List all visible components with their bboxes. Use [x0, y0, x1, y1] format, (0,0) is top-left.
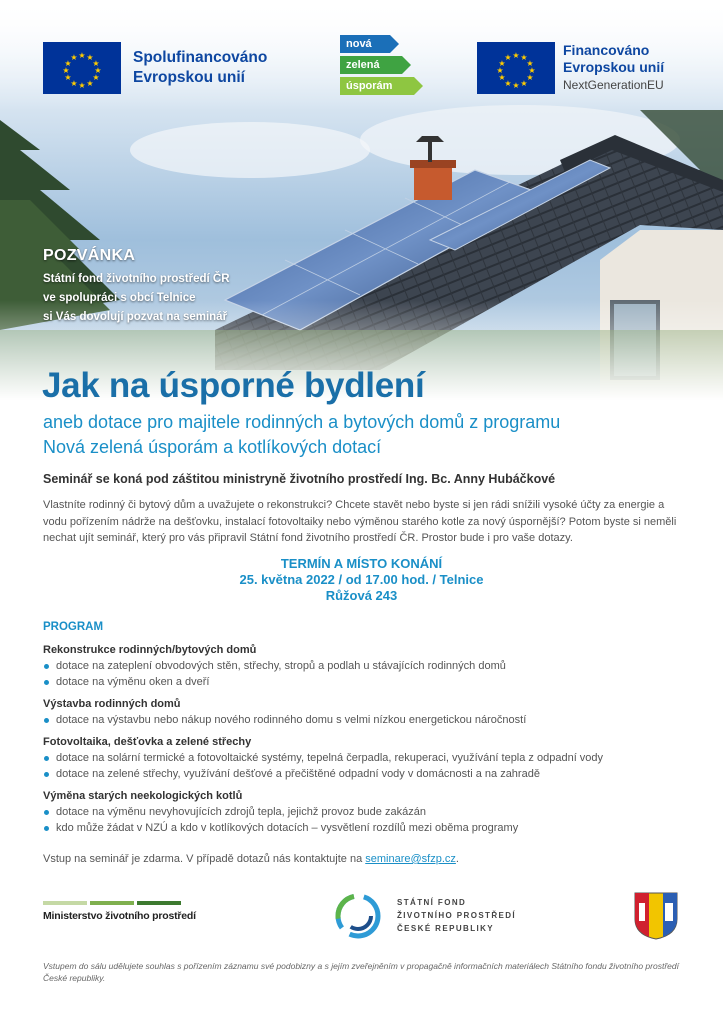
- page-title: Jak na úsporné bydlení: [42, 366, 425, 405]
- page-subtitle: [43, 410, 703, 460]
- program-list: [43, 643, 703, 843]
- contact-line: [43, 853, 459, 865]
- program-item: dotace na výstavbu nebo nákup nového rodinného domu s velmi nízkou energetickou náročností: [43, 712, 703, 728]
- event-term: [0, 556, 723, 604]
- svg-text:★: ★: [498, 59, 506, 68]
- program-section: [43, 697, 703, 728]
- ministry-logo-bars: [43, 901, 181, 905]
- svg-text:★: ★: [70, 79, 78, 88]
- svg-text:★: ★: [504, 79, 512, 88]
- sfzp-line: ŽIVOTNÍHO PROSTŘEDÍ: [397, 911, 517, 920]
- svg-text:★: ★: [520, 79, 528, 88]
- svg-text:★: ★: [62, 66, 70, 75]
- svg-text:★: ★: [504, 53, 512, 62]
- svg-text:★: ★: [64, 73, 72, 82]
- invitation-line: ve spolupráci s obcí Telnice: [43, 292, 196, 304]
- program-section: [43, 643, 703, 690]
- nzu-label-zelena: zelená: [340, 56, 402, 74]
- term-date-time-place: 25. května 2022 / od 17.00 hod. / Telnice: [239, 572, 484, 587]
- svg-text:★: ★: [78, 81, 86, 90]
- eu-funded-text: [563, 42, 664, 94]
- program-item: dotace na solární termické a fotovoltaické systémy, tepelná čerpadla, rekuperaci, využívání tepla z odpadní vody: [43, 750, 703, 766]
- eu-cofunded-line1: Spolufinancováno: [133, 49, 268, 66]
- program-section: [43, 735, 703, 782]
- eu-flag-icon: [43, 42, 121, 94]
- svg-text:★: ★: [64, 59, 72, 68]
- program-section-title: Rekonstrukce rodinných/bytových domů: [43, 644, 257, 656]
- invitation-line: Státní fond životního prostředí ČR: [43, 273, 230, 285]
- ministry-logo: [43, 901, 196, 922]
- sfzp-circle-icon: [333, 891, 383, 946]
- term-heading: TERMÍN A MÍSTO KONÁNÍ: [280, 556, 443, 571]
- svg-text:★: ★: [512, 81, 520, 90]
- svg-text:★: ★: [496, 66, 504, 75]
- svg-text:★: ★: [528, 66, 536, 75]
- program-section-title: Výstavba rodinných domů: [43, 698, 181, 710]
- svg-text:★: ★: [86, 53, 94, 62]
- invitation-heading: POZVÁNKA: [43, 247, 136, 264]
- eu-flag-icon: [477, 42, 555, 94]
- program-section: [43, 789, 703, 836]
- eu-funded-line2: Evropskou unií: [563, 59, 665, 75]
- sfzp-logo-text: [397, 896, 516, 935]
- contact-suffix: .: [455, 853, 459, 865]
- invitation-block: [43, 247, 230, 327]
- disclaimer-text: Vstupem do sálu udělujete souhlas s pořízením záznamu své podobizny a s jejím zveřejněním v propagačně informačních materiálech Státního fondu životního prostředí České republiky.: [43, 961, 679, 983]
- eu-cofunded-logo: [43, 42, 267, 94]
- program-heading: PROGRAM: [43, 621, 104, 633]
- ministry-name: Ministerstvo životního prostředí: [43, 910, 196, 922]
- program-section-title: Fotovoltaika, dešťovka a zelené střechy: [43, 736, 252, 748]
- svg-text:★: ★: [78, 51, 86, 60]
- nextgeneu-label: NextGenerationEU: [563, 78, 664, 92]
- sfzp-line: STÁTNÍ FOND: [397, 898, 467, 907]
- patronage-note: Seminář se koná pod záštitou ministryně životního prostředí Ing. Bc. Anny Hubáčkové: [43, 472, 556, 486]
- contact-text: Vstup na seminář je zdarma. V případě dotazů nás kontaktujte na: [43, 853, 363, 865]
- eu-cofunded-line2: Evropskou unií: [133, 69, 245, 86]
- program-item: dotace na výměnu oken a dveří: [43, 674, 703, 690]
- sfzp-line: ČESKÉ REPUBLIKY: [397, 924, 495, 933]
- term-address: Růžová 243: [325, 588, 398, 603]
- subtitle-line: aneb dotace pro majitele rodinných a bytových domů z programu: [43, 412, 561, 432]
- program-item: dotace na zelené střechy, využívání dešťové a přečištěné odpadní vody v domácnosti a na zahradě: [43, 766, 703, 782]
- municipal-crest-icon: [633, 891, 679, 946]
- nzu-label-usporam: úsporám: [340, 77, 414, 95]
- program-item: dotace na zateplení obvodových stěn, střechy, stropů a podlah u stávajících rodinných domů: [43, 658, 703, 674]
- svg-text:★: ★: [86, 79, 94, 88]
- invitation-line: si Vás dovolují pozvat na seminář: [43, 311, 228, 323]
- svg-text:★: ★: [92, 73, 100, 82]
- eu-funded-line1: Financováno: [563, 42, 650, 58]
- svg-text:★: ★: [94, 66, 102, 75]
- subtitle-line: Nová zelená úsporám a kotlíkových dotací: [43, 437, 382, 457]
- eu-cofunded-text: [133, 48, 267, 88]
- intro-paragraph: Vlastníte rodinný či bytový dům a uvažujete o rekonstrukci? Chcete stavět nebo byste si jen rádi snížili vysoké účty za energie a vodu pořízením nádrže na dešťovku, instalací fotovoltaiky nebo výměnou starého kotle za nový úspornější? Potom byste si neměli nechat ujít seminář, který pro vás připravil Státní fond životního prostředí ČR. Prostor bude i pro vaše dotazy.: [43, 499, 677, 544]
- contact-email-link[interactable]: seminare@sfzp.cz: [365, 853, 456, 865]
- svg-text:★: ★: [498, 73, 506, 82]
- svg-text:★: ★: [92, 59, 100, 68]
- svg-text:★: ★: [70, 53, 78, 62]
- nzu-label-nova: nová: [340, 35, 390, 53]
- svg-text:★: ★: [520, 53, 528, 62]
- program-section-title: Výměna starých neekologických kotlů: [43, 790, 243, 802]
- program-item: dotace na výměnu nevyhovujících zdrojů tepla, jejichž provoz bude zakázán: [43, 804, 703, 820]
- svg-text:★: ★: [526, 59, 534, 68]
- nzu-logo: [340, 35, 430, 98]
- svg-text:★: ★: [512, 51, 520, 60]
- eu-funded-logo: [477, 42, 664, 94]
- program-item: kdo může žádat v NZÚ a kdo v kotlíkových dotacích – vysvětlení rozdílů mezi oběma programy: [43, 820, 703, 836]
- svg-text:★: ★: [526, 73, 534, 82]
